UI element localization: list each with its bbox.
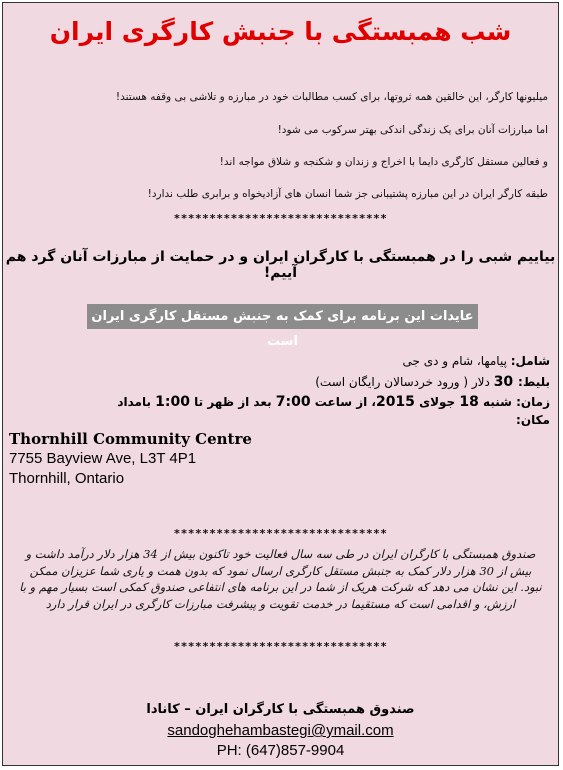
time-end: 1:00 [155, 394, 190, 410]
time-year: 2015 [375, 394, 415, 410]
page-title: شب همبستگی با جنبش کارگری ایران [49, 17, 512, 46]
venue-name: Thornhill Community Centre [9, 430, 252, 448]
fund-description: صندوق همبستگی با کارگران ایران در طی سه سال فعالیت خود تاکنون بیش از 34 هزار دلار درآمد داشت و بیش از 30 هزار دلار کمک به جنبش مستقل کارگری ارسال نمود که بدون همت و یاری شما عزیزان ممکن نبود. این نشان می دهد که شرکت هریک از شما در این برنامه های انتفاعی صندوق کمکی است بسیار مهم و با ارزش، و اقدامی است که مستقیما در خدمت تقویت و پیشرفت مبارزات کارگری در ایران قرار دارد [19, 547, 542, 611]
includes-label: شامل: [510, 354, 550, 368]
time-label: زمان: [516, 395, 550, 409]
ticket-amount: 30 [493, 374, 519, 390]
place-line [11, 413, 550, 427]
venue-address: 7755 Bayview Ave, L3T 4P1 [9, 450, 197, 467]
stars-divider-top: ****************************** [173, 212, 388, 225]
time-weekday: شنبه [478, 395, 517, 409]
time-start: 7:00 [275, 394, 311, 410]
time-month: جولای [414, 395, 460, 409]
email-link[interactable]: sandoghehambastegi@ymail.com [167, 722, 394, 739]
paragraph-1: میلیونها کارگر، این خالقین همه ثروتها، برای کسب مطالبات خود در مبارزه و تلاشی بی وقفه هستند! [115, 91, 548, 103]
ticket-line [11, 374, 550, 390]
footer-phone: PH: (647)857-9904 [216, 742, 345, 759]
paragraph-3: و فعالین مستقل کارگری دایما با اخراج و زندان و شکنجه و شلاق مواجه اند! [219, 156, 548, 168]
stars-divider-middle: ****************************** [173, 527, 388, 540]
venue-city: Thornhill, Ontario [9, 470, 125, 487]
footer-organization: صندوق همبستگی با کارگران ایران – کانادا [146, 702, 415, 717]
time-from: ، از ساعت [310, 395, 376, 409]
poster [2, 2, 559, 766]
stars-divider-bottom: ****************************** [173, 640, 388, 653]
paragraph-2: اما مبارزات آنان برای یک زندگی اندکی بهتر سرکوب می شود! [277, 124, 548, 136]
time-day: 18 [459, 394, 479, 410]
includes-value: پیامها، شام و دی جی [402, 354, 511, 368]
proceeds-banner: عایدات این برنامه برای کمک به جنبش مستقل کارگری ایران است [87, 304, 478, 329]
ticket-label: بلیط: [518, 375, 550, 389]
place-label: مکان: [516, 413, 550, 427]
paragraph-4: طبقه کارگر ایران در این مبارزه پشتیبانی جز شما انسان های آزادیخواه و برابری طلب ندارد! [147, 188, 548, 200]
time-to: بعد از ظهر تا [189, 395, 276, 409]
includes-line [11, 354, 550, 368]
time-suffix: بامداد [117, 395, 156, 409]
call-to-action: بیاییم شبی را در همبستگی با کارگران ایران و در حمایت از مبارزات آنان گرد هم آییم! [5, 249, 556, 281]
time-line [11, 394, 550, 410]
footer-email [3, 722, 558, 739]
ticket-value: دلار ( ورود خردسالان رایگان است) [315, 375, 494, 389]
